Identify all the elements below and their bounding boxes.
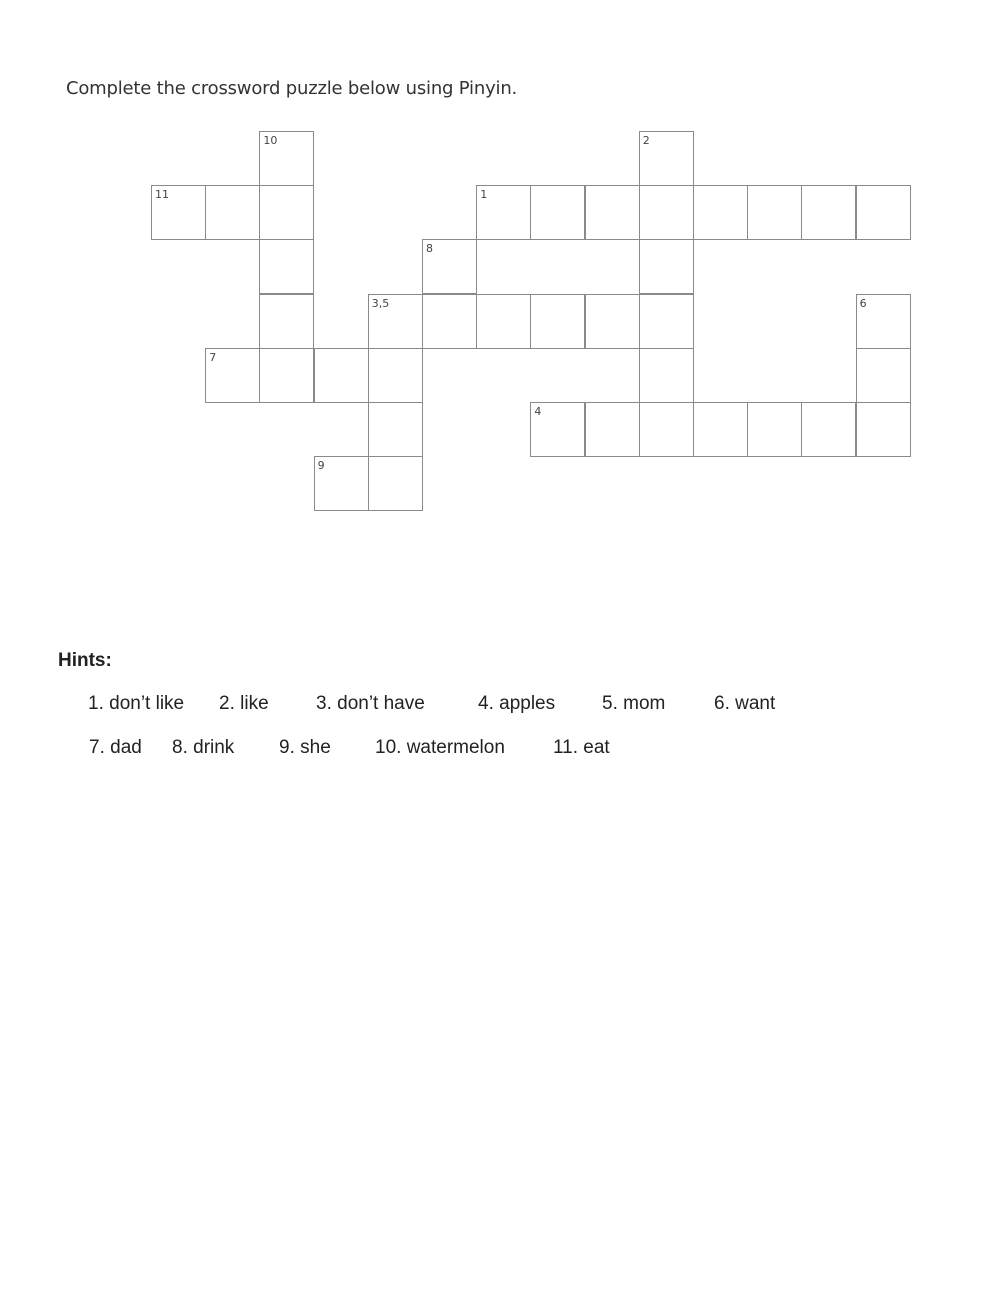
hint-5: 5. mom: [602, 693, 666, 714]
hints-title: Hints:: [58, 650, 112, 671]
crossword-cell[interactable]: [639, 185, 694, 240]
crossword-cell[interactable]: [639, 348, 694, 403]
hint-8: 8. drink: [172, 737, 235, 758]
clue-number: 6: [859, 296, 867, 310]
crossword-cell[interactable]: [422, 294, 477, 349]
crossword-cell[interactable]: [368, 402, 423, 457]
hint-3: 3. don’t have: [316, 693, 425, 714]
clue-number: 2: [642, 134, 650, 147]
crossword-cell[interactable]: [856, 348, 911, 403]
clue-number: 7: [209, 350, 217, 364]
crossword-cell[interactable]: [639, 402, 694, 457]
hint-7: 7. dad: [89, 737, 142, 758]
hint-2: 2. like: [219, 693, 269, 714]
crossword-cell[interactable]: [368, 294, 423, 349]
crossword-cell[interactable]: [368, 456, 423, 511]
crossword-cell[interactable]: [856, 402, 911, 457]
crossword-cell[interactable]: [693, 185, 748, 240]
crossword-cell[interactable]: [259, 239, 314, 294]
crossword-cell[interactable]: [801, 185, 856, 240]
crossword-cell[interactable]: [585, 402, 640, 457]
crossword-cell[interactable]: [476, 185, 531, 240]
crossword-cell[interactable]: [585, 185, 640, 240]
crossword-cell[interactable]: [856, 185, 911, 240]
crossword-cell[interactable]: [639, 294, 694, 349]
crossword-cell[interactable]: [585, 294, 640, 349]
clue-number: 10: [263, 134, 278, 147]
crossword-cell[interactable]: [205, 185, 260, 240]
hint-1: 1. don’t like: [88, 693, 185, 714]
crossword-cell[interactable]: [259, 131, 314, 186]
clue-number: 3,5: [371, 296, 390, 310]
crossword-cell[interactable]: [205, 348, 260, 403]
crossword-cell[interactable]: [422, 239, 477, 294]
clue-number: 8: [426, 242, 433, 256]
crossword-cell[interactable]: [476, 294, 531, 349]
crossword-cell[interactable]: [639, 131, 694, 186]
crossword-cell[interactable]: [314, 348, 369, 403]
instruction-text: Complete the crossword puzzle below using Pinyin.: [66, 78, 518, 99]
clue-number: 9: [317, 459, 325, 473]
crossword-cell[interactable]: [530, 185, 585, 240]
crossword-cell[interactable]: [856, 294, 911, 349]
crossword-cell[interactable]: [530, 294, 585, 349]
hint-4: 4. apples: [478, 693, 556, 714]
crossword-cell[interactable]: [314, 456, 369, 511]
hint-10: 10. watermelon: [375, 737, 505, 758]
crossword-cell[interactable]: [259, 294, 314, 349]
clue-number: 4: [534, 405, 542, 418]
crossword-cell[interactable]: [747, 185, 802, 240]
crossword-cell[interactable]: [801, 402, 856, 457]
crossword-cell[interactable]: [368, 348, 423, 403]
crossword-cell[interactable]: [693, 402, 748, 457]
crossword-cell[interactable]: [530, 402, 585, 457]
hint-6: 6. want: [714, 693, 776, 714]
crossword-cell[interactable]: [639, 239, 694, 294]
clue-number: 1: [480, 188, 488, 202]
hint-11: 11. eat: [553, 737, 610, 758]
clue-number: 11: [155, 188, 169, 202]
crossword-cell[interactable]: [259, 185, 314, 240]
crossword-cell[interactable]: [151, 185, 206, 240]
crossword-cell[interactable]: [259, 348, 314, 403]
crossword-cell[interactable]: [747, 402, 802, 457]
hint-9: 9. she: [279, 737, 331, 758]
